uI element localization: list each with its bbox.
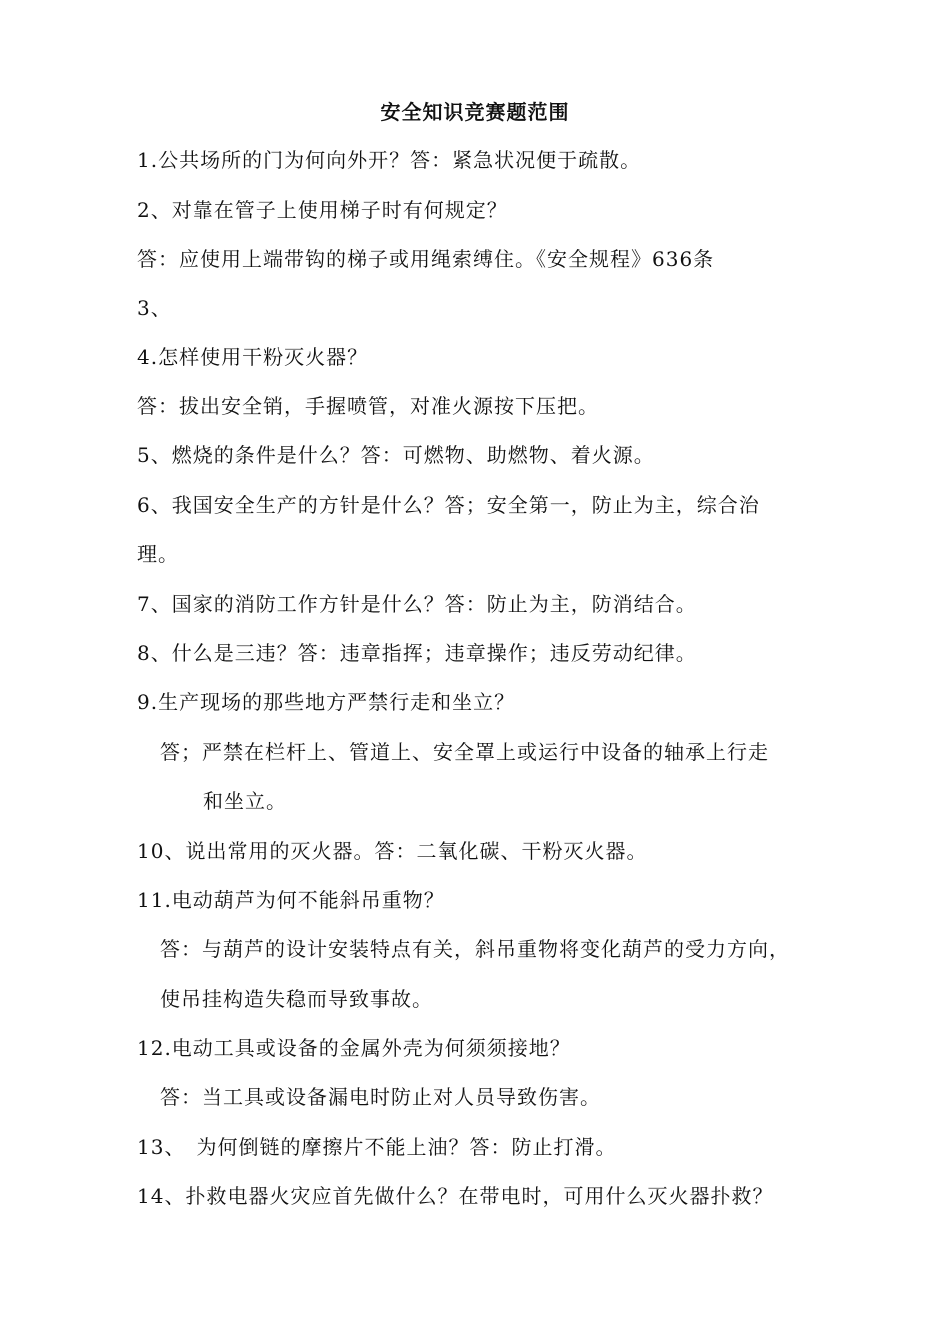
text-line-14: 和坐立。 — [203, 789, 287, 813]
text-line-20: 答：当工具或设备漏电时防止对人员导致伤害。 — [160, 1085, 601, 1109]
text-line-7: 5、燃烧的条件是什么？答：可燃物、助燃物、着火源。 — [137, 443, 655, 467]
text-line-11: 8、什么是三违？答：违章指挥；违章操作；违反劳动纪律。 — [137, 641, 697, 665]
text-line-22: 14、扑救电器火灾应首先做什么？在带电时，可用什么灭火器扑救？ — [137, 1184, 774, 1208]
text-line-16: 11.电动葫芦为何不能斜吊重物？ — [137, 888, 445, 912]
text-line-5: 4.怎样使用干粉灭火器？ — [137, 345, 369, 369]
text-line-19: 12.电动工具或设备的金属外壳为何须须接地？ — [137, 1036, 571, 1060]
text-line-10: 7、国家的消防工作方针是什么？答：防止为主，防消结合。 — [137, 592, 697, 616]
text-line-13: 答；严禁在栏杆上、管道上、安全罩上或运行中设备的轴承上行走 — [160, 740, 769, 764]
text-line-12: 9.生产现场的那些地方严禁行走和坐立？ — [137, 690, 516, 714]
text-line-3: 答：应使用上端带钩的梯子或用绳索缚住。《安全规程》636条 — [137, 247, 715, 271]
text-line-15: 10、说出常用的灭火器。答：二氧化碳、干粉灭火器。 — [137, 839, 648, 863]
text-line-8: 6、我国安全生产的方针是什么？答；安全第一，防止为主，综合治 — [137, 493, 760, 517]
text-line-17: 答：与葫芦的设计安装特点有关，斜吊重物将变化葫芦的受力方向， — [160, 937, 790, 961]
text-line-1: 1.公共场所的门为何向外开？答：紧急状况便于疏散。 — [137, 148, 642, 172]
text-line-4: 3、 — [137, 296, 172, 320]
text-line-18: 使吊挂构造失稳而导致事故。 — [160, 987, 433, 1011]
document-title: 安全知识竞赛题范围 — [380, 100, 570, 124]
text-line-21: 13、 为何倒链的摩擦片不能上油？答：防止打滑。 — [137, 1135, 617, 1159]
text-line-6: 答：拔出安全销，手握喷管，对准火源按下压把。 — [137, 394, 599, 418]
text-line-2: 2、对靠在管子上使用梯子时有何规定？ — [137, 198, 508, 222]
text-line-9: 理。 — [137, 542, 179, 566]
